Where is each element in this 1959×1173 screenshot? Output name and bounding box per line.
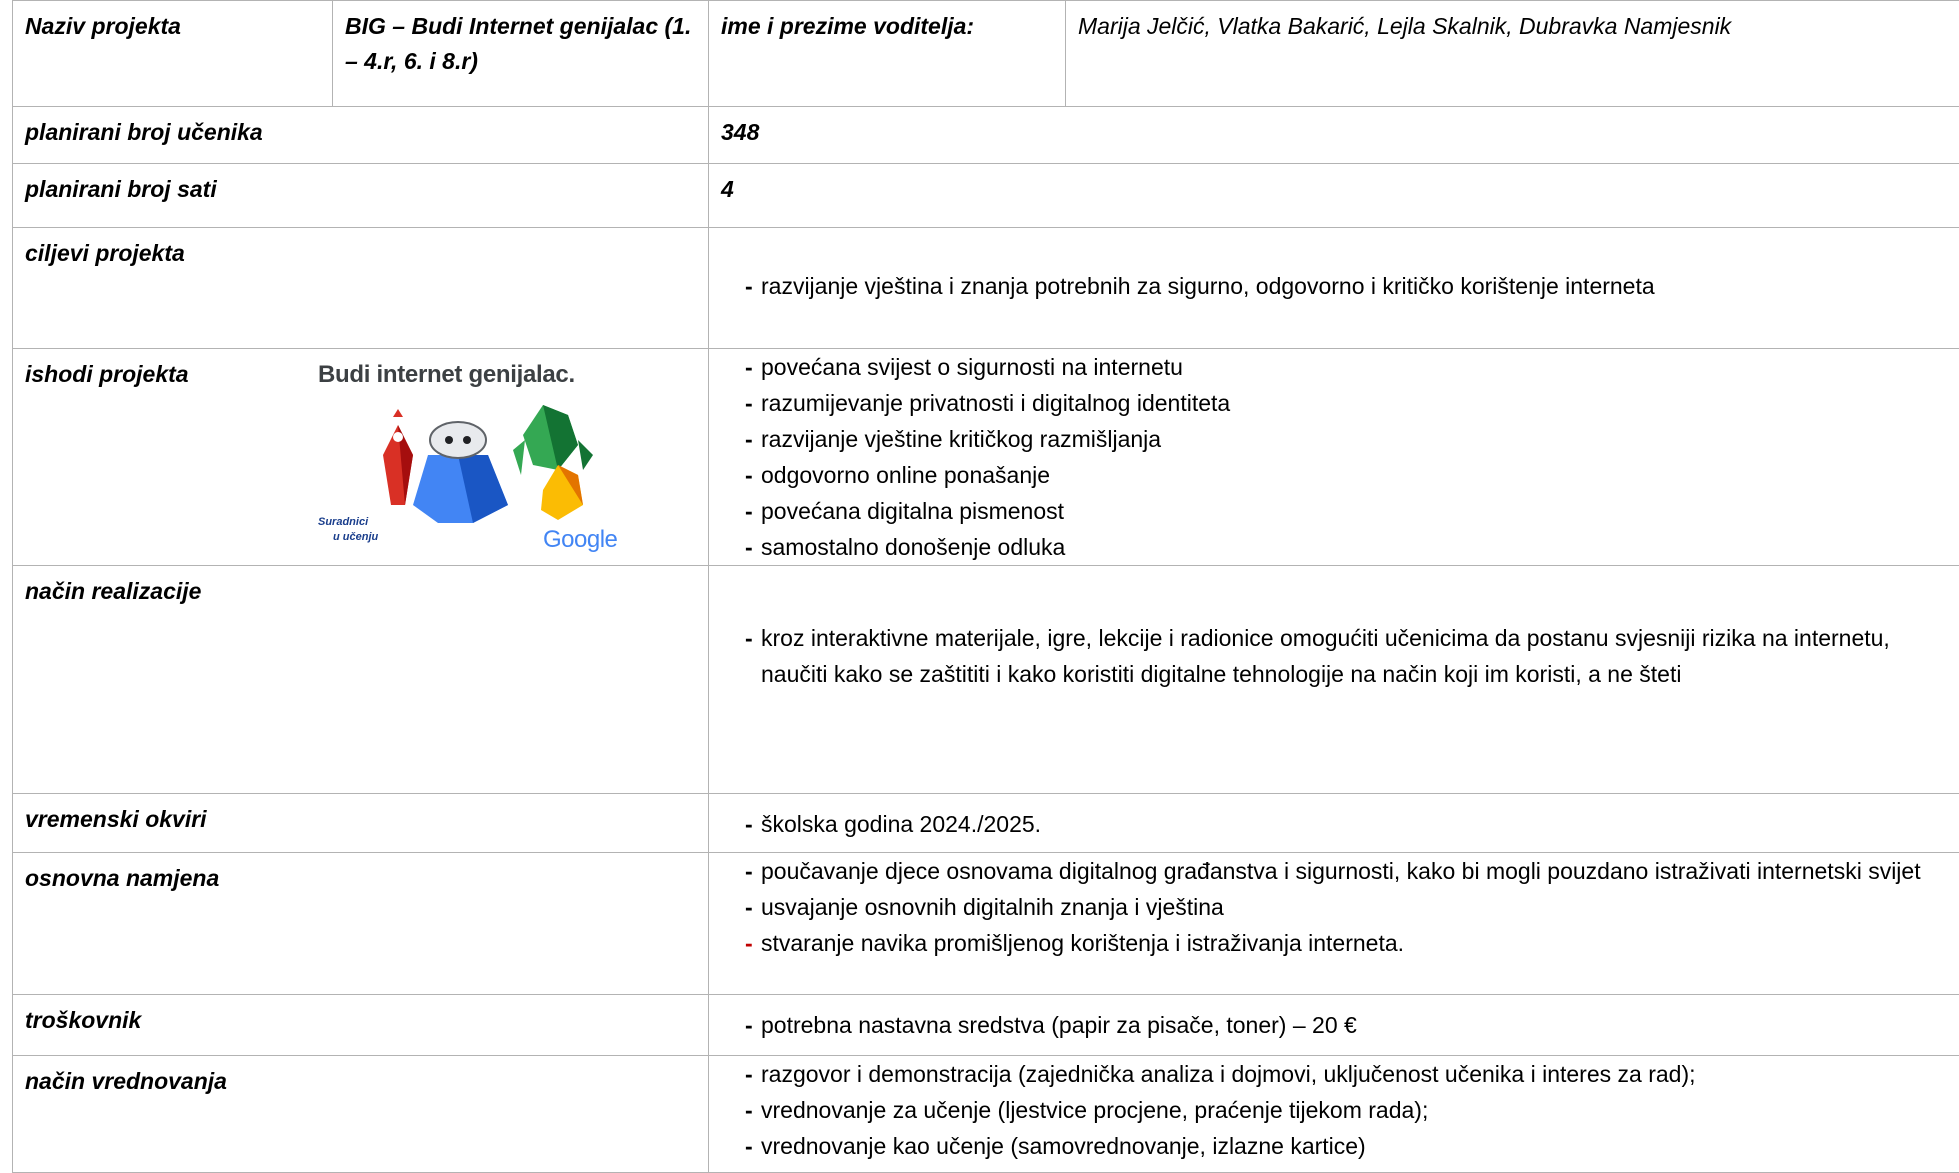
planned-hours-label: planirani broj sati	[13, 164, 709, 228]
project-name-label: Naziv projekta	[13, 1, 333, 107]
list-item: - kroz interaktivne materijale, igre, lekcije i radionice omogućiti učenicima da postanu svjesniji rizika na internetu, naučiti kako se zaštititi i kako koristiti digitalne tehnologije na način koji im koristi, a ne šteti	[745, 620, 1947, 692]
method-list	[721, 620, 1947, 692]
goals-cell	[709, 228, 1959, 349]
row-planned-hours	[13, 164, 1959, 228]
list-item: - razgovor i demonstracija (zajednička analiza i dojmovi, uključenost učenika i interes za rad);	[745, 1056, 1947, 1092]
row-goals	[13, 228, 1959, 349]
green-robot-icon	[513, 405, 593, 475]
row-method	[13, 566, 1959, 794]
evaluation-label: način vrednovanja	[13, 1056, 709, 1173]
list-item: - razumijevanje privatnosti i digitalnog identiteta	[745, 385, 1947, 421]
blue-robot-icon	[413, 422, 508, 523]
row-planned-students	[13, 107, 1959, 164]
costs-cell	[709, 995, 1959, 1056]
big-logo	[318, 357, 648, 557]
timeframe-label: vremenski okviri	[13, 794, 709, 853]
list-item: - školska godina 2024./2025.	[745, 806, 1947, 842]
list-item: - poučavanje djece osnovama digitalnog građanstva i sigurnosti, kako bi mogli pouzdano istraživati internetski svijet	[745, 853, 1947, 889]
list-item: - samostalno donošenje odluka	[745, 529, 1947, 565]
row-costs	[13, 995, 1959, 1056]
costs-list	[721, 1007, 1947, 1043]
red-dash-marker: -	[745, 925, 753, 961]
row-project-name	[13, 1, 1959, 107]
list-item: - usvajanje osnovnih digitalnih znanja i vještina	[745, 889, 1947, 925]
costs-label: troškovnik	[13, 995, 709, 1056]
list-item: - potrebna nastavna sredstva (papir za pisače, toner) – 20 €	[745, 1007, 1947, 1043]
project-table	[12, 0, 1959, 1173]
purpose-label: osnovna namjena	[13, 853, 709, 995]
outcomes-list-cell	[709, 349, 1959, 566]
outcomes-label: ishodi projekta	[25, 361, 189, 387]
leader-label: ime i prezime voditelja:	[709, 1, 1066, 107]
row-evaluation	[13, 1056, 1959, 1173]
robots-illustration	[343, 395, 643, 525]
timeframe-cell	[709, 794, 1959, 853]
method-cell	[709, 566, 1959, 794]
row-outcomes	[13, 349, 1959, 566]
planned-students-label: planirani broj učenika	[13, 107, 709, 164]
logo-subtitle: Suradnici u učenju	[318, 515, 378, 545]
evaluation-cell	[709, 1056, 1959, 1173]
planned-students-value: 348	[709, 107, 1959, 164]
google-wordmark: Google	[543, 526, 617, 553]
outcomes-list	[721, 349, 1947, 565]
leader-value: Marija Jelčić, Vlatka Bakarić, Lejla Skalnik, Dubravka Namjesnik	[1066, 1, 1959, 107]
list-item: - vrednovanje kao učenje (samovrednovanje, izlazne kartice)	[745, 1128, 1947, 1164]
row-timeframe	[13, 794, 1959, 853]
purpose-cell	[709, 853, 1959, 995]
list-item: - stvaranje navika promišljenog korištenja i istraživanja interneta.	[745, 925, 1947, 961]
logo-title: Budi internet genijalac.	[318, 357, 575, 392]
row-purpose	[13, 853, 1959, 995]
outcomes-cell	[13, 349, 709, 566]
planned-hours-value: 4	[709, 164, 1959, 228]
goals-label: ciljevi projekta	[13, 228, 709, 349]
list-item: - razvijanje vještine kritičkog razmišljanja	[745, 421, 1947, 457]
list-item: - odgovorno online ponašanje	[745, 457, 1947, 493]
project-name-value: BIG – Budi Internet genijalac (1. – 4.r, 6. i 8.r)	[333, 1, 709, 107]
method-label: način realizacije	[13, 566, 709, 794]
list-item: - povećana digitalna pismenost	[745, 493, 1947, 529]
goals-item: - razvijanje vještina i znanja potrebnih za sigurno, odgovorno i kritičko korištenje interneta	[745, 268, 1947, 304]
goals-list	[721, 268, 1947, 304]
purpose-list	[721, 853, 1947, 961]
list-item: - vrednovanje za učenje (ljestvice procjene, praćenje tijekom rada);	[745, 1092, 1947, 1128]
timeframe-list	[721, 806, 1947, 842]
google-logo	[543, 522, 617, 557]
yellow-robot-icon	[541, 465, 583, 520]
red-robot-icon	[383, 409, 413, 505]
list-item: - povećana svijest o sigurnosti na internetu	[745, 349, 1947, 385]
evaluation-list	[721, 1056, 1947, 1164]
